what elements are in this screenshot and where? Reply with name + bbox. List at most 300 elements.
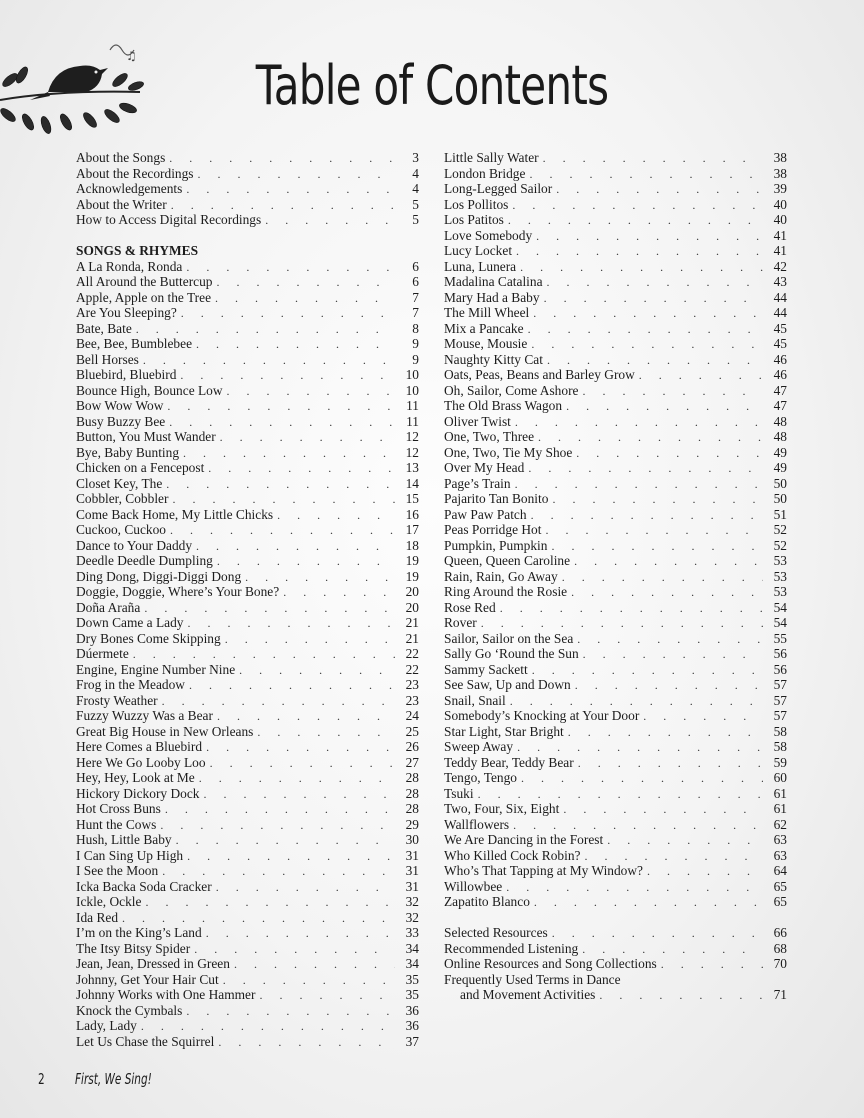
dot-leader <box>576 446 763 462</box>
toc-entry[interactable] <box>444 491 787 507</box>
toc-entry[interactable] <box>444 848 787 864</box>
toc-entry-title: Acknowledgements <box>76 181 183 196</box>
toc-entry-title: Star Light, Star Bright <box>444 723 564 739</box>
toc-entry[interactable] <box>444 181 787 197</box>
dot-leader <box>265 213 395 229</box>
toc-entry[interactable] <box>76 507 419 523</box>
toc-entry[interactable] <box>76 910 419 926</box>
toc-entry[interactable] <box>444 476 787 492</box>
toc-entry-page: 53 <box>773 553 787 568</box>
toc-entry-title: Bow Wow Wow <box>76 398 164 413</box>
toc-entry[interactable] <box>76 538 419 554</box>
toc-entry[interactable] <box>444 600 787 616</box>
toc-entry[interactable] <box>444 987 787 1003</box>
dot-leader <box>141 1019 395 1035</box>
toc-entry-page: 44 <box>773 289 787 305</box>
toc-entry-title: Sammy Sackett <box>444 661 528 677</box>
toc-right-column <box>444 150 787 1003</box>
dot-leader <box>544 291 763 307</box>
toc-entry-title: Dance to Your Daddy <box>76 537 193 553</box>
dot-leader <box>478 787 763 803</box>
toc-entry[interactable] <box>76 801 419 817</box>
dot-leader <box>577 632 763 648</box>
toc-entry-page: 11 <box>406 398 419 413</box>
toc-entry-page: 21 <box>405 615 419 630</box>
toc-entry[interactable] <box>76 150 419 166</box>
toc-entry-page: 48 <box>773 413 787 429</box>
toc-entry[interactable] <box>76 662 419 678</box>
toc-entry[interactable] <box>444 414 787 430</box>
toc-entry-title: Los Pollitos <box>444 196 509 212</box>
toc-entry-title: One, Two, Three <box>444 429 535 444</box>
toc-entry[interactable] <box>444 677 787 693</box>
toc-entry[interactable] <box>444 398 787 414</box>
toc-entry[interactable] <box>76 848 419 864</box>
toc-entry-page: 39 <box>773 181 787 196</box>
toc-entry[interactable] <box>444 863 787 879</box>
toc-entry[interactable] <box>76 367 419 383</box>
toc-entry-page: 7 <box>412 305 419 320</box>
toc-entry[interactable] <box>76 786 419 802</box>
toc-entry-title: Snail, Snail <box>444 692 506 708</box>
toc-entry-title: Rain, Rain, Go Away <box>444 568 558 584</box>
toc-entry[interactable] <box>76 274 419 290</box>
dot-leader <box>529 167 763 183</box>
toc-entry-page: 54 <box>773 615 787 630</box>
toc-entry-page: 40 <box>773 196 787 212</box>
dot-leader <box>170 523 395 539</box>
toc-entry-title: Oliver Twist <box>444 413 511 429</box>
dot-leader <box>206 926 395 942</box>
toc-entry[interactable] <box>76 491 419 507</box>
toc-entry[interactable] <box>444 801 787 817</box>
dot-leader <box>145 895 395 911</box>
toc-entry[interactable] <box>444 445 787 461</box>
dot-leader <box>571 585 763 601</box>
dot-leader <box>187 849 395 865</box>
toc-entry[interactable] <box>444 755 787 771</box>
toc-entry[interactable] <box>444 693 787 709</box>
toc-entry-title: Pajarito Tan Bonito <box>444 491 549 506</box>
toc-entry[interactable] <box>76 770 419 786</box>
toc-entry[interactable] <box>76 879 419 895</box>
toc-entry-title: Mary Had a Baby <box>444 289 540 305</box>
toc-entry[interactable] <box>444 584 787 600</box>
toc-entry-page: 4 <box>412 165 419 181</box>
toc-entry[interactable] <box>444 166 787 182</box>
toc-entry-page: 16 <box>405 506 419 522</box>
toc-entry[interactable] <box>76 569 419 585</box>
toc-entry-title: Luna, Lunera <box>444 258 517 274</box>
toc-entry[interactable] <box>444 352 787 368</box>
toc-entry[interactable] <box>76 972 419 988</box>
toc-entry-title: Oats, Peas, Beans and Barley Grow <box>444 367 635 382</box>
toc-entry-page: 40 <box>773 212 787 227</box>
dot-leader <box>481 616 763 632</box>
toc-entry-page: 19 <box>405 553 419 568</box>
dot-leader <box>183 446 395 462</box>
songs-right-list <box>444 150 787 910</box>
dot-leader <box>552 492 763 508</box>
toc-entry[interactable] <box>76 336 419 352</box>
toc-entry[interactable] <box>76 553 419 569</box>
toc-entry-page: 20 <box>405 584 419 599</box>
dot-leader <box>534 895 763 911</box>
toc-entry[interactable] <box>444 972 787 988</box>
toc-entry-page: 48 <box>773 429 787 444</box>
toc-entry-title: Closet Key, The <box>76 475 163 491</box>
toc-entry-page: 6 <box>412 258 419 274</box>
toc-entry[interactable] <box>444 507 787 523</box>
toc-entry-page: 71 <box>773 987 787 1002</box>
toc-entry[interactable] <box>444 786 787 802</box>
toc-entry[interactable] <box>76 181 419 197</box>
toc-entry-page: 7 <box>412 289 419 305</box>
toc-entry-page: 31 <box>405 863 419 878</box>
toc-entry-page: 28 <box>405 801 419 816</box>
toc-entry-page: 32 <box>405 909 419 925</box>
toc-entry-title: Bounce High, Bounce Low <box>76 382 223 398</box>
toc-entry-title: The Itsy Bitsy Spider <box>76 940 191 956</box>
toc-entry-title: Online Resources and Song Collections <box>444 956 657 971</box>
toc-entry-title: Icka Backa Soda Cracker <box>76 878 212 894</box>
toc-entry[interactable] <box>76 321 419 337</box>
toc-entry[interactable] <box>444 228 787 244</box>
dot-leader <box>136 322 395 338</box>
toc-entry[interactable] <box>444 553 787 569</box>
dot-leader <box>582 384 763 400</box>
toc-entry[interactable] <box>444 336 787 352</box>
toc-entry-page: 5 <box>412 196 419 212</box>
toc-entry-page: 37 <box>405 1033 419 1049</box>
toc-entry[interactable] <box>444 646 787 662</box>
toc-entry-title: About the Recordings <box>76 165 194 181</box>
toc-entry[interactable] <box>76 863 419 879</box>
dot-leader <box>516 244 763 260</box>
toc-entry[interactable] <box>444 243 787 259</box>
toc-entry-page: 65 <box>773 894 787 909</box>
toc-entry[interactable] <box>76 817 419 833</box>
toc-entry-title: Hey, Hey, Look at Me <box>76 770 195 785</box>
dot-leader <box>277 508 395 524</box>
toc-entry[interactable] <box>444 631 787 647</box>
dot-leader <box>180 368 395 384</box>
toc-entry[interactable] <box>444 305 787 321</box>
toc-entry[interactable] <box>76 739 419 755</box>
toc-entry[interactable] <box>76 1034 419 1050</box>
toc-entry[interactable] <box>444 879 787 895</box>
toc-entry-title: Over My Head <box>444 460 525 475</box>
dot-leader <box>513 818 763 834</box>
toc-entry[interactable] <box>444 941 787 957</box>
toc-entry-title: Sweep Away <box>444 739 514 754</box>
toc-entry[interactable] <box>76 615 419 631</box>
toc-entry-title: Who’s That Tapping at My Window? <box>444 863 643 878</box>
toc-entry-title: Cuckoo, Cuckoo <box>76 522 167 537</box>
toc-entry-page: 66 <box>773 925 787 940</box>
toc-entry-page: 21 <box>405 630 419 646</box>
toc-entry[interactable] <box>76 197 419 213</box>
toc-entry[interactable] <box>76 305 419 321</box>
toc-entry-title: Hush, Little Baby <box>76 832 172 847</box>
toc-entry-page: 15 <box>405 491 419 506</box>
toc-entry-title: Hunt the Cows <box>76 816 157 832</box>
toc-entry-page: 63 <box>773 832 787 847</box>
toc-entry[interactable] <box>444 708 787 724</box>
toc-entry-title: Wallflowers <box>444 816 510 832</box>
toc-entry-title: Love Somebody <box>444 227 533 243</box>
dot-leader <box>194 942 395 958</box>
dot-leader <box>531 508 763 524</box>
toc-entry[interactable] <box>76 925 419 941</box>
toc-entry[interactable] <box>444 197 787 213</box>
toc-entry[interactable] <box>444 522 787 538</box>
toc-entry-page: 57 <box>773 677 787 692</box>
toc-entry-title: Come Back Home, My Little Chicks <box>76 506 274 522</box>
toc-entry[interactable] <box>76 522 419 538</box>
svg-text:♫: ♫ <box>126 49 137 63</box>
toc-entry-title: Who Killed Cock Robin? <box>444 847 581 863</box>
toc-entry-page: 63 <box>773 847 787 863</box>
toc-entry-page: 57 <box>773 708 787 723</box>
dot-leader <box>160 818 395 834</box>
toc-entry[interactable] <box>76 693 419 709</box>
dot-leader <box>181 306 395 322</box>
toc-entry-title: Bell Horses <box>76 351 139 367</box>
dot-leader <box>528 322 763 338</box>
toc-entry-title: One, Two, Tie My Shoe <box>444 444 573 460</box>
dot-leader <box>210 756 395 772</box>
toc-entry-title: Peas Porridge Hot <box>444 522 542 537</box>
toc-entry[interactable] <box>444 817 787 833</box>
toc-entry-page: 23 <box>405 677 419 692</box>
dot-leader <box>574 554 763 570</box>
toc-entry[interactable] <box>444 367 787 383</box>
toc-entry-page: 30 <box>405 832 419 847</box>
toc-entry[interactable] <box>444 662 787 678</box>
toc-entry-title: Los Patitos <box>444 212 504 227</box>
dot-leader <box>583 647 763 663</box>
toc-entry-page: 45 <box>773 336 787 351</box>
toc-entry[interactable] <box>76 445 419 461</box>
toc-entry[interactable] <box>76 212 419 228</box>
toc-entry-title: Bluebird, Bluebird <box>76 367 177 382</box>
toc-entry-page: 36 <box>405 1018 419 1033</box>
toc-entry-page: 45 <box>773 320 787 336</box>
toc-entry[interactable] <box>76 1003 419 1019</box>
toc-entry-title: Doña Araña <box>76 599 141 615</box>
toc-left-column <box>76 150 419 1049</box>
toc-entry[interactable] <box>76 600 419 616</box>
toc-entry-page: 54 <box>773 599 787 615</box>
toc-entry-page: 52 <box>773 537 787 553</box>
dot-leader <box>217 554 395 570</box>
toc-entry[interactable] <box>444 150 787 166</box>
toc-entry[interactable] <box>76 631 419 647</box>
toc-entry-page: 18 <box>405 537 419 553</box>
dot-leader <box>196 337 395 353</box>
toc-entry[interactable] <box>76 724 419 740</box>
dot-leader <box>144 601 395 617</box>
toc-entry[interactable] <box>76 290 419 306</box>
toc-entry-title: Zapatito Blanco <box>444 894 530 909</box>
dot-leader <box>203 787 395 803</box>
toc-entry[interactable] <box>444 383 787 399</box>
dot-leader <box>259 988 395 1004</box>
toc-entry[interactable] <box>444 724 787 740</box>
toc-entry-page: 6 <box>412 274 419 289</box>
dot-leader <box>167 399 395 415</box>
toc-entry-title: We Are Dancing in the Forest <box>444 832 604 847</box>
dot-leader <box>512 198 763 214</box>
toc-entry[interactable] <box>76 1018 419 1034</box>
toc-entry[interactable] <box>444 538 787 554</box>
dot-leader <box>517 740 763 756</box>
toc-entry[interactable] <box>444 274 787 290</box>
toc-entry[interactable] <box>76 708 419 724</box>
toc-entry[interactable] <box>76 646 419 662</box>
toc-entry[interactable] <box>444 894 787 910</box>
toc-entry-title: Recommended Listening <box>444 940 579 956</box>
toc-entry[interactable] <box>76 894 419 910</box>
toc-entry-title: Down Came a Lady <box>76 615 184 630</box>
page-number: 2 <box>38 1070 45 1088</box>
toc-entry-title: Here Comes a Bluebird <box>76 739 203 754</box>
toc-entry-page: 8 <box>412 320 419 336</box>
toc-entry-page: 49 <box>773 460 787 475</box>
songs-left-list <box>76 259 419 1050</box>
toc-entry-page: 31 <box>405 847 419 863</box>
toc-entry-title: Doggie, Doggie, Where’s Your Bone? <box>76 584 280 599</box>
toc-entry[interactable] <box>444 460 787 476</box>
toc-entry-title: A La Ronda, Ronda <box>76 258 183 274</box>
toc-entry-title: About the Writer <box>76 196 167 212</box>
toc-entry[interactable] <box>444 770 787 786</box>
toc-entry-page: 65 <box>773 878 787 894</box>
toc-entry[interactable] <box>444 212 787 228</box>
toc-entry-page: 41 <box>773 243 787 258</box>
toc-entry-page: 36 <box>405 1002 419 1018</box>
dot-leader <box>566 399 763 415</box>
toc-entry-title: The Mill Wheel <box>444 305 530 320</box>
dot-leader <box>215 291 395 307</box>
toc-entry[interactable] <box>76 352 419 368</box>
toc-entry[interactable] <box>444 321 787 337</box>
dot-leader <box>515 477 763 493</box>
toc-entry-page: 14 <box>405 475 419 491</box>
toc-entry-page: 29 <box>405 816 419 832</box>
toc-entry-title: Cobbler, Cobbler <box>76 491 169 506</box>
toc-entry[interactable] <box>444 569 787 585</box>
toc-entry-page: 61 <box>773 801 787 816</box>
dot-leader <box>217 275 396 291</box>
toc-entry[interactable] <box>76 460 419 476</box>
toc-entry[interactable] <box>76 832 419 848</box>
toc-entry-page: 42 <box>773 258 787 274</box>
toc-entry-title: How to Access Digital Recordings <box>76 212 262 227</box>
toc-entry-page: 9 <box>412 336 419 351</box>
dot-leader <box>510 694 763 710</box>
toc-entry-page: 34 <box>405 956 419 971</box>
toc-entry-page: 58 <box>773 723 787 739</box>
toc-entry[interactable] <box>444 832 787 848</box>
back-matter-list <box>444 925 787 1003</box>
toc-entry[interactable] <box>76 429 419 445</box>
toc-entry-title: Johnny, Get Your Hair Cut <box>76 971 219 987</box>
toc-entry-title: Long-Legged Sailor <box>444 181 553 196</box>
toc-entry[interactable] <box>76 476 419 492</box>
toc-entry[interactable] <box>76 383 419 399</box>
toc-entry[interactable] <box>444 956 787 972</box>
dot-leader <box>176 833 395 849</box>
toc-entry[interactable] <box>76 259 419 275</box>
section-heading: SONGS & RHYMES <box>76 243 199 258</box>
toc-entry[interactable] <box>444 925 787 941</box>
toc-entry[interactable] <box>76 987 419 1003</box>
toc-entry-page: 11 <box>406 413 419 429</box>
toc-entry[interactable] <box>76 755 419 771</box>
toc-entry[interactable] <box>444 739 787 755</box>
toc-entry-page: 23 <box>405 692 419 708</box>
toc-entry-title: Busy Buzzy Bee <box>76 413 166 429</box>
toc-entry[interactable] <box>444 615 787 631</box>
toc-entry[interactable] <box>76 414 419 430</box>
toc-entry-title: Knock the Cymbals <box>76 1002 183 1018</box>
dot-leader <box>607 833 763 849</box>
toc-entry[interactable] <box>76 584 419 600</box>
dot-leader <box>171 198 395 214</box>
dot-leader <box>208 461 395 477</box>
toc-entry[interactable] <box>76 677 419 693</box>
toc-entry-page: 55 <box>773 630 787 646</box>
toc-entry-title: Dúermete <box>76 646 129 661</box>
toc-entry[interactable] <box>76 398 419 414</box>
toc-entry[interactable] <box>76 166 419 182</box>
toc-entry-title: Selected Resources <box>444 925 548 940</box>
toc-entry-page: 56 <box>773 646 787 661</box>
toc-entry-title: Willowbee <box>444 878 503 894</box>
toc-entry-page: 47 <box>773 398 787 413</box>
toc-entry-title: Button, You Must Wander <box>76 429 216 444</box>
toc-entry-title: Teddy Bear, Teddy Bear <box>444 754 574 770</box>
toc-entry-title: Jean, Jean, Dressed in Green <box>76 956 230 971</box>
toc-entry-page: 68 <box>773 940 787 956</box>
toc-entry-page: 53 <box>773 568 787 584</box>
toc-entry-page: 46 <box>773 367 787 382</box>
dot-leader <box>575 678 763 694</box>
dot-leader <box>536 229 763 245</box>
dot-leader <box>563 802 763 818</box>
dot-leader <box>122 911 395 927</box>
toc-entry[interactable] <box>444 290 787 306</box>
dot-leader <box>206 740 395 756</box>
toc-entry[interactable] <box>444 429 787 445</box>
toc-entry[interactable] <box>444 259 787 275</box>
toc-entry-title: Mix a Pancake <box>444 320 524 336</box>
toc-entry-page: 38 <box>773 150 787 165</box>
toc-entry-page: 10 <box>405 367 419 382</box>
dot-leader <box>506 880 763 896</box>
dot-leader <box>533 306 763 322</box>
toc-entry-page: 4 <box>412 181 419 196</box>
toc-entry[interactable] <box>76 941 419 957</box>
toc-entry[interactable] <box>76 956 419 972</box>
toc-entry-title: Lady, Lady <box>76 1018 137 1033</box>
toc-entry-page: 28 <box>405 770 419 785</box>
toc-entry-title: See Saw, Up and Down <box>444 677 571 692</box>
dot-leader <box>225 632 395 648</box>
toc-entry-title: Bee, Bee, Bumblebee <box>76 336 193 351</box>
